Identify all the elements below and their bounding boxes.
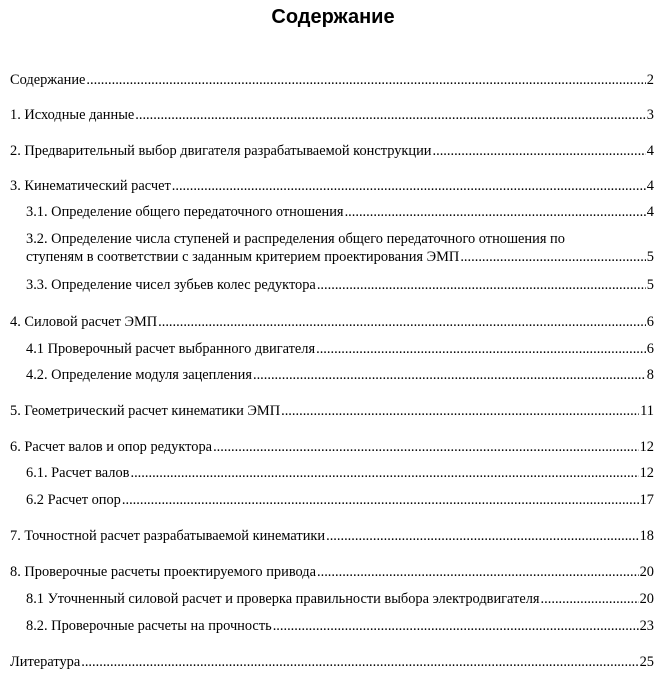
toc-page-number: 6 [646, 314, 654, 330]
dot-leader [158, 313, 646, 331]
toc-entry-text: 4. Силовой расчет ЭМП [10, 314, 158, 330]
toc-entry-3-1[interactable] [26, 203, 654, 221]
toc-entry-text: ступеням в соответствии с заданным критерием проектирования ЭМП [26, 249, 460, 265]
dot-leader [317, 276, 646, 294]
toc-entry-text: 6.1. Расчет валов [26, 465, 130, 481]
toc-entry-text: 6. Расчет валов и опор редуктора [10, 439, 213, 455]
dot-leader [317, 563, 639, 581]
toc-entry-8-1[interactable] [26, 590, 654, 608]
toc-entry-text: 8. Проверочные расчеты проектируемого привода [10, 564, 317, 580]
toc-entry-5[interactable] [10, 402, 654, 420]
toc-entry-3[interactable] [10, 177, 654, 195]
toc-entry-3-2[interactable] [26, 230, 654, 266]
toc-entry-4-2[interactable] [26, 366, 654, 384]
dot-leader [172, 177, 646, 195]
dot-leader [81, 653, 638, 671]
toc-page-number: 3 [646, 107, 654, 123]
toc-page-number: 8 [646, 367, 654, 383]
dot-leader [541, 590, 639, 608]
toc-entry-6-2[interactable] [26, 491, 654, 509]
toc-entry-text: 7. Точностной расчет разрабатываемой кинематики [10, 528, 326, 544]
toc-entry-8-2[interactable] [26, 617, 654, 635]
toc-entry-6[interactable] [10, 438, 654, 456]
dot-leader [326, 527, 639, 545]
toc-entry-4[interactable] [10, 313, 654, 331]
toc-page-number: 11 [640, 403, 654, 419]
toc-entry-2[interactable] [10, 142, 654, 160]
toc-page-number: 17 [639, 492, 654, 508]
toc-entry-text: 1. Исходные данные [10, 107, 135, 123]
toc-entry-1[interactable] [10, 106, 654, 124]
toc-page-number: 2 [646, 72, 654, 88]
toc-entry-text: 8.1 Уточненный силовой расчет и проверка правильности выбора электродвигателя [26, 591, 540, 607]
toc-entry-text: 4.2. Определение модуля зацепления [26, 367, 252, 383]
dot-leader [460, 248, 645, 266]
toc-entry-text: Литература [10, 654, 81, 670]
dot-leader [345, 203, 646, 221]
toc-page-number: 12 [639, 439, 654, 455]
dot-leader [122, 491, 639, 509]
dot-leader [86, 71, 645, 89]
toc-entry-text: 3.3. Определение чисел зубьев колес редуктора [26, 277, 316, 293]
dot-leader [273, 617, 639, 635]
dot-leader [316, 340, 646, 358]
toc-page-number: 6 [646, 341, 654, 357]
toc-page-number: 20 [639, 591, 654, 607]
dot-leader [130, 464, 638, 482]
toc-entry-3-3[interactable] [26, 276, 654, 294]
toc-entry-text: 2. Предварительный выбор двигателя разрабатываемой конструкции [10, 143, 432, 159]
toc-entry-8[interactable] [10, 563, 654, 581]
toc-entry-text: 6.2 Расчет опор [26, 492, 121, 508]
toc-entry-text: Содержание [10, 72, 86, 88]
toc-entry-4-1[interactable] [26, 340, 654, 358]
toc-page-number: 5 [646, 249, 654, 265]
toc-entry-text: 5. Геометрический расчет кинематики ЭМП [10, 403, 281, 419]
toc-entry-text: 3. Кинематический расчет [10, 178, 171, 194]
toc-page-number: 4 [646, 178, 654, 194]
toc-page-number: 4 [646, 143, 654, 159]
page-title: Содержание [271, 6, 395, 28]
dot-leader [281, 402, 639, 420]
toc-page-number: 20 [639, 564, 654, 580]
toc-entry-text: 8.2. Проверочные расчеты на прочность [26, 618, 272, 634]
toc-page-number: 25 [639, 654, 654, 670]
toc-entry-contents[interactable] [10, 71, 654, 89]
toc-page-number: 5 [646, 277, 654, 293]
dot-leader [433, 142, 646, 160]
toc-page-number: 4 [646, 204, 654, 220]
toc-page-number: 18 [639, 528, 654, 544]
toc-page-number: 12 [639, 465, 654, 481]
toc-entry-text: 3.1. Определение общего передаточного отношения [26, 204, 344, 220]
toc-page-number: 23 [639, 618, 654, 634]
dot-leader [213, 438, 639, 456]
toc-entry-6-1[interactable] [26, 464, 654, 482]
dot-leader [135, 106, 646, 124]
toc-entry-text-line1: 3.2. Определение числа ступеней и распределения общего передаточного отношения по [26, 231, 565, 247]
dot-leader [253, 366, 646, 384]
toc-entry-7[interactable] [10, 527, 654, 545]
toc-entry-text: 4.1 Проверочный расчет выбранного двигателя [26, 341, 316, 357]
toc-entry-references[interactable] [10, 653, 654, 671]
